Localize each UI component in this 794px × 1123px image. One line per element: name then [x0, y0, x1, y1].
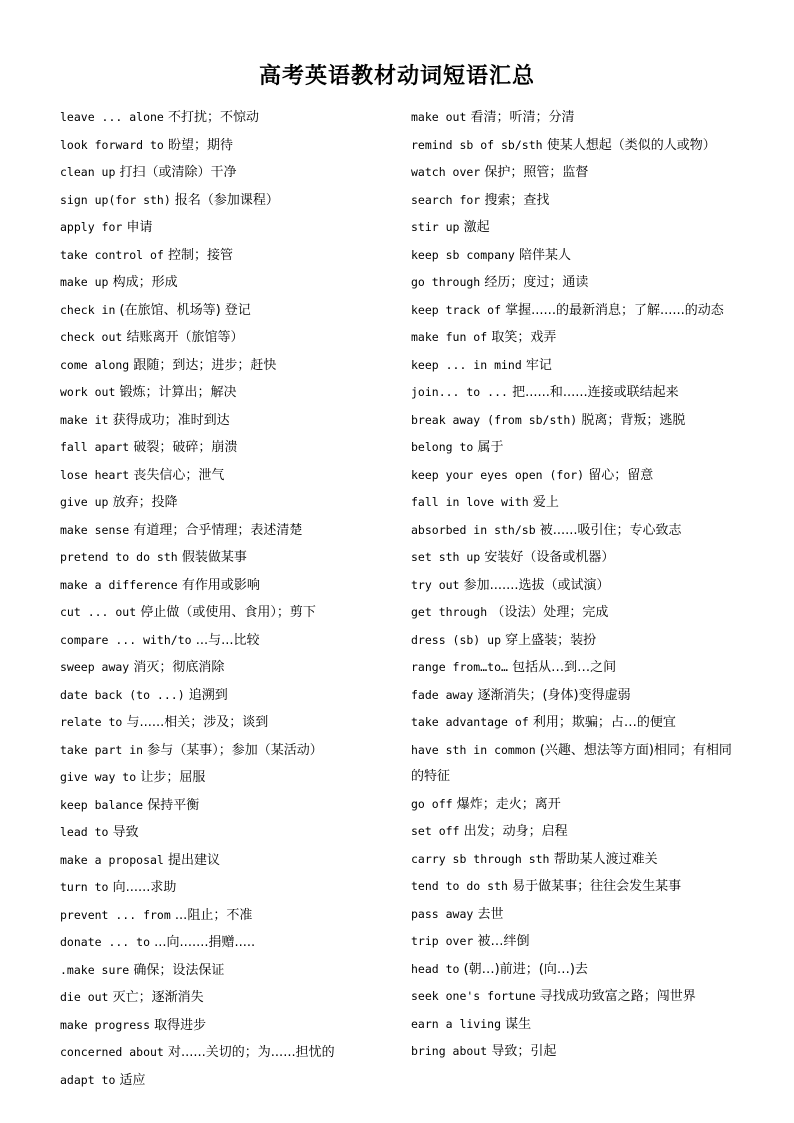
phrase-entry [60, 352, 395, 380]
phrase-entry [60, 434, 395, 462]
phrase-meaning: 爱上 [532, 495, 559, 510]
phrase-meaning: 取得进步 [154, 1017, 207, 1033]
phrase-english: bring about [411, 1044, 488, 1058]
phrase-meaning: 陪伴某人 [519, 247, 572, 263]
phrase-english: earn a living [411, 1016, 502, 1031]
phrase-english: keep your eyes open (for) [411, 467, 585, 482]
phrase-meaning: 放弃；投降 [112, 495, 178, 510]
phrase-entry [60, 709, 395, 737]
phrase-entry [60, 572, 395, 600]
phrase-entry [60, 104, 395, 132]
phrase-meaning: 穿上盛装；装扮 [505, 632, 597, 648]
phrase-english: clean up [60, 165, 116, 179]
phrase-english: sweep away [60, 660, 130, 674]
phrase-meaning: 适应 [119, 1072, 146, 1088]
phrase-english: keep balance [60, 797, 144, 812]
phrase-meaning: 消灭；彻底消除 [133, 660, 225, 675]
phrase-meaning: 不打扰；不惊动 [168, 110, 260, 125]
phrase-entry [60, 269, 395, 297]
phrase-meaning: 与......相关；涉及；谈到 [126, 715, 269, 730]
phrase-english: pretend to do sth [60, 550, 178, 564]
phrase-meaning: 被......吸引住；专心致志 [539, 522, 682, 538]
phrase-english: work out [60, 385, 116, 399]
phrase-english: look forward to [60, 137, 164, 152]
phrase-english: tend to do sth [411, 879, 508, 893]
phrase-entry [60, 1012, 395, 1040]
phrase-meaning: 追溯到 [188, 687, 228, 703]
phrase-english: dress (sb) up [411, 632, 502, 647]
phrase-meaning: 属于 [477, 440, 504, 455]
phrase-entry [60, 462, 395, 490]
phrase-english: seek one's fortune [411, 989, 536, 1003]
phrase-meaning: 牢记 [525, 357, 552, 373]
phrase-entry [411, 269, 741, 297]
phrase-entry [60, 627, 395, 655]
phrase-meaning: 保护；照管；监督 [484, 165, 589, 180]
phrase-meaning: (朝…)前进；(向…)去 [463, 961, 588, 977]
phrase-entry [411, 324, 741, 352]
phrase-entry [60, 737, 395, 765]
phrase-english: lose heart [60, 467, 130, 482]
phrase-meaning: 包括从…到…之间 [512, 660, 617, 675]
phrase-meaning: 申请 [126, 220, 153, 235]
phrase-english: make out [411, 110, 467, 124]
phrase-entry [60, 214, 395, 242]
phrase-english: adapt to [60, 1072, 116, 1087]
phrase-entry [411, 627, 741, 655]
phrase-english: go through [411, 275, 481, 289]
phrase-english: make sense [60, 522, 130, 537]
phrase-english: concerned about [60, 1045, 164, 1059]
phrase-entry [60, 874, 395, 902]
phrase-meaning: 易于做某事；往往会发生某事 [512, 879, 682, 894]
phrase-meaning: 保持平衡 [147, 797, 200, 813]
phrase-entry [60, 324, 395, 352]
phrase-english: fade away [411, 687, 474, 702]
phrase-entry [60, 297, 395, 325]
phrase-english: keep track of [411, 302, 502, 317]
phrase-entry [60, 517, 395, 545]
phrase-meaning: 有作用或影响 [181, 577, 260, 593]
phrase-entry [60, 682, 395, 710]
phrase-entry [411, 737, 741, 791]
phrase-entry [411, 873, 741, 901]
phrase-meaning: 谋生 [505, 1016, 532, 1032]
phrase-entry [60, 379, 395, 407]
phrase-english: keep sb company [411, 247, 515, 262]
phrase-entry [411, 901, 741, 929]
phrase-entry [411, 434, 741, 462]
phrase-english: carry sb through sth [411, 851, 550, 866]
phrase-english: relate to [60, 715, 123, 729]
phrase-english: go off [411, 796, 453, 811]
phrase-entry [411, 928, 741, 956]
phrase-meaning: 寻找成功致富之路；闯世界 [539, 989, 696, 1004]
phrase-entry [60, 847, 395, 875]
phrase-entry [411, 791, 741, 819]
phrase-entry [60, 489, 395, 517]
phrase-english: join... to ... [411, 385, 508, 399]
phrase-meaning: 破裂；破碎；崩溃 [133, 440, 238, 455]
phrase-entry [60, 792, 395, 820]
phrase-english: date back (to ...) [60, 687, 185, 702]
phrase-meaning: ...向.......捐赠..... [154, 935, 256, 950]
phrase-english: pass away [411, 906, 474, 921]
phrase-entry [411, 846, 741, 874]
phrase-entry [411, 214, 741, 242]
phrase-meaning: 参与（某事）；参加（某活动） [147, 742, 323, 758]
phrase-entry [60, 1067, 395, 1095]
phrase-meaning: 安装好（设备或机器） [484, 550, 615, 565]
phrase-meaning: ...阻止；不准 [174, 907, 253, 923]
phrase-meaning: 逐渐消失；(身体)变得虚弱 [477, 687, 631, 703]
phrase-meaning: 经历；度过；通读 [484, 275, 589, 290]
phrase-english: set off [411, 824, 460, 838]
phrase-english: die out [60, 990, 109, 1004]
phrase-entry [411, 104, 741, 132]
phrase-entry [411, 599, 741, 627]
phrase-entry [411, 407, 741, 435]
phrase-meaning: （设法）处理；完成 [491, 605, 609, 620]
page-title: 高考英语教材动词短语汇总 [258, 64, 535, 89]
phrase-english: head to [411, 961, 460, 976]
phrase-meaning: 提出建议 [168, 852, 221, 868]
phrase-entry [60, 544, 395, 572]
phrase-entry [411, 682, 741, 710]
phrase-english: search for [411, 192, 481, 207]
phrase-meaning: 获得成功；准时到达 [112, 412, 230, 428]
phrase-entry [60, 599, 395, 627]
phrase-entry [411, 654, 741, 682]
phrase-english: try out [411, 577, 460, 592]
phrase-english: give up [60, 495, 109, 509]
phrase-english: get through [411, 605, 488, 619]
phrase-english: donate ... to [60, 935, 151, 949]
phrase-meaning: 参加.......选拔（或试演） [463, 577, 610, 593]
phrase-english: leave ... alone [60, 110, 164, 124]
phrase-meaning: 假装做某事 [181, 550, 247, 565]
phrase-entry [411, 983, 741, 1011]
phrase-meaning: (在旅馆、机场等) 登记 [119, 302, 251, 318]
phrase-english: take control of [60, 247, 164, 262]
phrase-entry [411, 352, 741, 380]
phrase-english: belong to [411, 440, 474, 454]
phrase-english: prevent ... from [60, 907, 171, 922]
phrase-meaning: 盼望；期待 [168, 137, 234, 153]
phrase-english: break away (from sb/sth) [411, 412, 578, 427]
phrase-entry [411, 1011, 741, 1039]
phrase-entry [411, 956, 741, 984]
phrase-entry [60, 902, 395, 930]
phrase-english: .make sure [60, 962, 130, 977]
phrase-english: compare ... with/to [60, 632, 192, 647]
phrase-entry [411, 572, 741, 600]
phrase-meaning: 报名（参加课程） [174, 192, 279, 208]
phrase-entry [411, 159, 741, 187]
phrase-meaning: 激起 [463, 220, 490, 235]
phrase-english: apply for [60, 220, 123, 234]
phrase-english: keep ... in mind [411, 357, 522, 372]
phrase-english: set sth up [411, 550, 481, 564]
phrase-entry [60, 764, 395, 792]
phrase-entry [60, 929, 395, 957]
phrase-english: sign up(for sth) [60, 192, 171, 207]
phrase-entry [411, 297, 741, 325]
right-column [411, 104, 741, 1066]
phrase-entry [411, 818, 741, 846]
phrase-meaning: 使某人想起（类似的人或物） [546, 137, 716, 153]
phrase-meaning: 爆炸；走火；离开 [456, 796, 561, 812]
phrase-english: fall apart [60, 440, 130, 454]
phrase-meaning: 灭亡；逐渐消失 [112, 990, 204, 1005]
phrase-meaning: 留心；留意 [588, 467, 654, 483]
phrase-entry [411, 517, 741, 545]
phrase-meaning: 跟随；到达；进步；赶快 [133, 357, 277, 373]
phrase-meaning: 控制；接管 [168, 247, 234, 263]
phrase-meaning: 掌握......的最新消息；了解......的动态 [505, 302, 724, 318]
phrase-entry [411, 242, 741, 270]
phrase-meaning: 有道理；合乎情理；表述清楚 [133, 522, 303, 538]
phrase-meaning: 取笑；戏弄 [491, 330, 557, 345]
phrase-meaning: 把......和......连接或联结起来 [512, 385, 679, 400]
phrase-english: absorbed in sth/sb [411, 522, 536, 537]
phrase-entry [60, 984, 395, 1012]
phrase-english: turn to [60, 880, 109, 894]
phrase-english: make it [60, 412, 109, 427]
phrase-meaning: 看清；听清；分清 [470, 110, 575, 125]
phrase-meaning: 让步；屈服 [140, 770, 206, 785]
phrase-english: stir up [411, 220, 460, 234]
phrase-english: check out [60, 330, 123, 344]
phrase-meaning: 搜索；查找 [484, 192, 550, 208]
phrase-english: take part in [60, 742, 144, 757]
phrase-entry [60, 187, 395, 215]
phrase-entry [411, 132, 741, 160]
phrase-entry [411, 709, 741, 737]
phrase-meaning: 出发；动身；启程 [463, 824, 568, 839]
phrase-meaning: 帮助某人渡过难关 [553, 851, 658, 867]
phrase-meaning: 确保；设法保证 [133, 962, 225, 978]
phrase-entry [411, 379, 741, 407]
phrase-entry [411, 462, 741, 490]
phrase-meaning: 导致 [112, 825, 139, 840]
phrase-meaning: ...与...比较 [195, 632, 260, 648]
phrase-entry [60, 132, 395, 160]
phrase-meaning: 锻炼；计算出；解决 [119, 385, 237, 400]
phrase-meaning: 被…绊倒 [477, 934, 530, 949]
phrase-entry [60, 407, 395, 435]
phrase-meaning: (兴趣、想法等方面)相同；有相同的特征 [411, 742, 732, 784]
phrase-meaning: 结账离开（旅馆等） [126, 330, 244, 345]
phrase-meaning: 构成；形成 [112, 275, 178, 290]
phrase-meaning: 脱离；背叛；逃脱 [581, 412, 686, 428]
phrase-entry [60, 159, 395, 187]
phrase-english: take advantage of [411, 715, 529, 729]
phrase-entry [411, 489, 741, 517]
phrase-meaning: 去世 [477, 906, 504, 922]
phrase-meaning: 利用；欺骗；占…的便宜 [532, 715, 676, 730]
phrase-entry [60, 242, 395, 270]
left-column [60, 104, 395, 1094]
phrase-english: come along [60, 357, 130, 372]
phrase-english: have sth in common [411, 742, 536, 757]
phrase-english: trip over [411, 934, 474, 948]
phrase-meaning: 打扫（或清除）干净 [119, 165, 237, 180]
phrase-entry [60, 654, 395, 682]
phrase-meaning: 导致；引起 [491, 1044, 557, 1059]
phrase-meaning: 向......求助 [112, 880, 177, 895]
phrase-english: range from…to… [411, 660, 508, 674]
phrase-meaning: 停止做（或使用、食用）；剪下 [140, 605, 316, 620]
phrase-english: give way to [60, 770, 137, 784]
phrase-entry [60, 819, 395, 847]
phrase-meaning: 丧失信心；泄气 [133, 467, 225, 483]
phrase-english: lead to [60, 825, 109, 839]
phrase-english: cut ... out [60, 605, 137, 619]
phrase-entry [60, 957, 395, 985]
phrase-entry [411, 544, 741, 572]
phrase-english: remind sb of sb/sth [411, 137, 543, 152]
phrase-english: make up [60, 275, 109, 289]
phrase-entry [60, 1039, 395, 1067]
phrase-english: make fun of [411, 330, 488, 344]
phrase-english: make progress [60, 1017, 151, 1032]
phrase-entry [411, 1038, 741, 1066]
phrase-english: fall in love with [411, 495, 529, 509]
phrase-english: make a proposal [60, 852, 164, 867]
phrase-english: watch over [411, 165, 481, 179]
phrase-english: make a difference [60, 577, 178, 592]
phrase-english: check in [60, 302, 116, 317]
phrase-meaning: 对......关切的；为......担忧的 [168, 1045, 335, 1060]
phrase-entry [411, 187, 741, 215]
